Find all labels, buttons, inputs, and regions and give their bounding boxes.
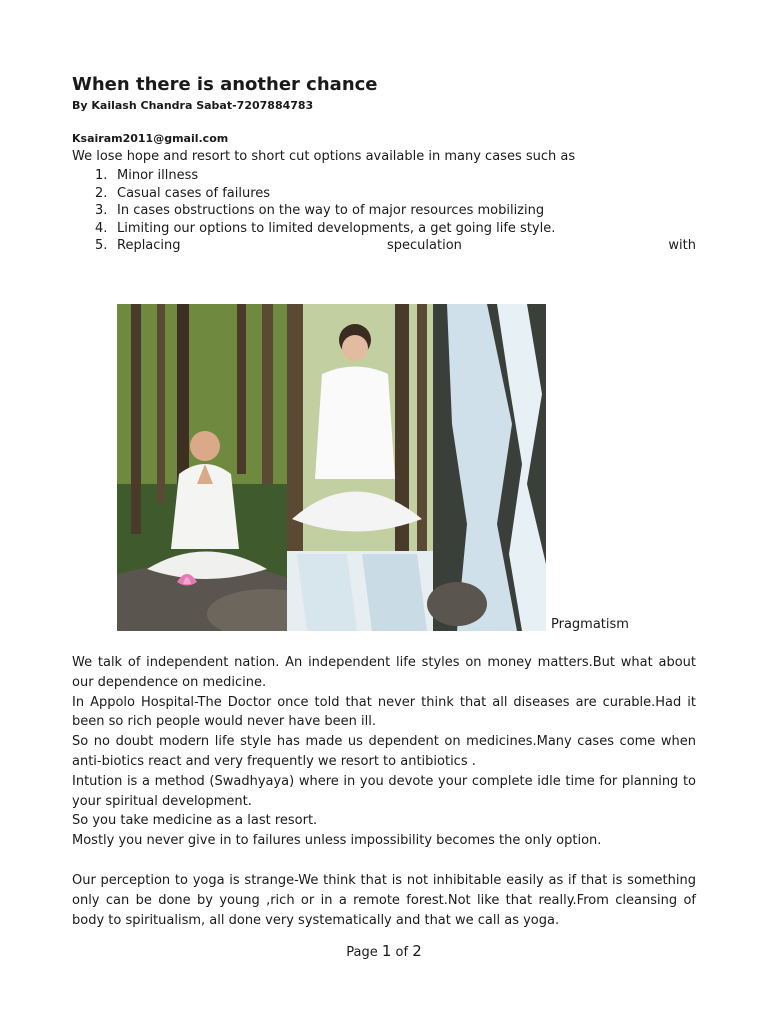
body-paragraph: Our perception to yoga is strange-We think that is not inhibitable easily as if that is something only can be done by young ,rich or in a remote forest.Not like that really.From cleansing of body to spiritualism, all done very systematically and that we call as yoga. [72,873,696,928]
of-label: of [395,945,409,960]
list-number: 2. [95,185,108,201]
list-item [72,237,696,255]
page-number: 1 [381,942,392,960]
list-item-text: Minor illness [117,168,199,183]
list-number: 3. [95,203,108,218]
list-item [72,202,696,220]
list-item [72,167,696,185]
list-word: speculation [387,238,462,253]
page-footer [0,942,768,960]
body-sentence: Mostly you never give in to failures unless impossibility becomes the only option. [72,833,602,849]
body-sentence: So no doubt modern life style has made us dependent on medicines.Many cases come when anti-biotics react and very frequently we resort to antibiotics . [72,734,696,769]
list-item-text: In cases obstructions on the way to of major resources mobilizing [117,203,545,218]
list-number: 4. [95,220,108,236]
meditation-collage-image [117,304,546,631]
page-label: Page [346,945,378,960]
body-sentence: In Appolo Hospital-The Doctor once told that never think that all diseases are curable.Had it been so rich people would never have been ill. [72,694,696,730]
options-list [72,167,696,255]
body-paragraph [72,653,696,851]
list-item-text: Casual cases of failures [117,185,271,201]
intro-sentence: We lose hope and resort to short cut options available in many cases such as [72,149,576,164]
list-item [72,185,696,203]
body-sentence: So you take medicine as a last resort. [72,813,318,829]
page-total: 2 [412,942,422,960]
list-number: 1. [95,168,108,183]
document-title: When there is another chance [72,74,378,95]
list-item-text: Limiting our options to limited developments, a get going life style. [117,220,556,236]
list-word: with [668,238,696,253]
list-number: 5. [95,238,108,253]
author-email: Ksairam2011@gmail.com [72,132,229,145]
author-byline: By Kailash Chandra Sabat-7207884783 [72,99,314,112]
list-word: Replacing [117,238,181,253]
image-caption: Pragmatism [551,617,629,632]
body-sentence: Intution is a method (Swadhyaya) where in you devote your complete idle time for planning to your spiritual development. [72,773,696,809]
body-sentence: We talk of independent nation. An independent life styles on money matters.But what about our dependence on medicine. [72,655,696,690]
list-item [72,220,696,238]
